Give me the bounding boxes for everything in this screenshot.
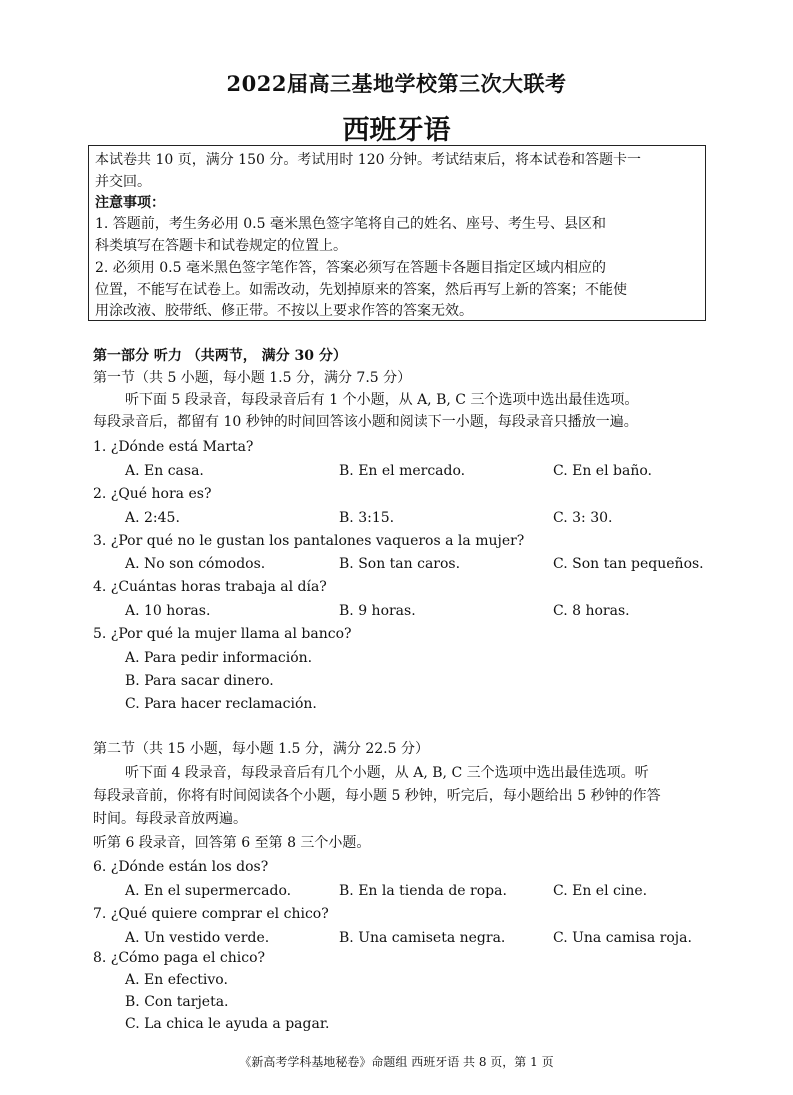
section1-instruction-1: 听下面 5 段录音，每段录音后有 1 个小题，从 A, B, C 三个选项中选出最佳选项。 (125, 392, 639, 408)
question-7-option-b: B. Una camiseta negra. (339, 930, 506, 946)
question-7-option-c: C. Una camisa roja. (553, 930, 692, 946)
question-8-option-c: C. La chica le ayuda a pagar. (125, 1016, 330, 1032)
question-6-option-b: B. En la tienda de ropa. (339, 883, 507, 899)
exam-title: 2022届高三基地学校第三次大联考 (226, 71, 567, 96)
question-1-option-a: A. En casa. (125, 463, 204, 479)
question-3-option-c: C. Son tan pequeños. (553, 556, 704, 572)
question-7: 7. ¿Qué quiere comprar el chico? (93, 906, 329, 922)
section2-instruction-2: 每段录音前，你将有时间阅读各个小题，每小题 5 秒钟，听完后，每小题给出 5 秒钟的作答 (93, 788, 661, 804)
section2-instruction-1: 听下面 4 段录音，每段录音后有几个小题，从 A, B, C 三个选项中选出最佳选项。听 (125, 765, 649, 781)
notice-heading: 注意事项： (95, 195, 165, 211)
section2-heading: 第二节（共 15 小题，每小题 1.5 分，满分 22.5 分） (93, 741, 429, 757)
question-5-option-b: B. Para sacar dinero. (125, 673, 274, 689)
notice-line-2: 并交回。 (95, 174, 151, 190)
question-5-option-a: A. Para pedir información. (125, 650, 313, 666)
question-6-option-a: A. En el supermercado. (125, 883, 292, 899)
page-footer: 《新高考学科基地秘卷》命题组 西班牙语 共 8 页，第 1 页 (239, 1055, 554, 1069)
notice-item-1b: 科类填写在答题卡和试卷规定的位置上。 (95, 238, 347, 254)
question-4-option-a: A. 10 horas. (125, 603, 211, 619)
section1-heading: 第一节（共 5 小题，每小题 1.5 分，满分 7.5 分） (93, 370, 412, 386)
question-6: 6. ¿Dónde están los dos? (93, 859, 269, 875)
question-1-option-b: B. En el mercado. (339, 463, 466, 479)
notice-box (88, 145, 706, 321)
question-4-option-b: B. 9 horas. (339, 603, 416, 619)
question-5-option-c: C. Para hacer reclamación. (125, 696, 317, 712)
question-1-option-c: C. En el baño. (553, 463, 652, 479)
question-2: 2. ¿Qué hora es? (93, 486, 212, 502)
question-3-option-b: B. Son tan caros. (339, 556, 461, 572)
question-8-option-a: A. En efectivo. (125, 972, 228, 988)
question-7-option-a: A. Un vestido verde. (125, 930, 270, 946)
section2-instruction-3: 时间。每段录音放两遍。 (93, 811, 247, 827)
question-3-option-a: A. No son cómodos. (125, 556, 266, 572)
audio-6-instruction: 听第 6 段录音，回答第 6 至第 8 三个小题。 (93, 835, 371, 851)
question-3: 3. ¿Por qué no le gustan los pantalones vaqueros a la mujer? (93, 533, 525, 549)
notice-item-2c: 用涂改液、胶带纸、修正带。不按以上要求作答的答案无效。 (95, 303, 473, 319)
question-6-option-c: C. En el cine. (553, 883, 648, 899)
question-8: 8. ¿Cómo paga el chico? (93, 950, 265, 966)
subject-title: 西班牙语 (342, 115, 451, 146)
question-5: 5. ¿Por qué la mujer llama al banco? (93, 626, 352, 642)
question-2-option-a: A. 2:45. (125, 510, 180, 526)
notice-line-1: 本试卷共 10 页，满分 150 分。考试用时 120 分钟。考试结束后，将本试卷和答题卡一 (95, 152, 641, 168)
question-4: 4. ¿Cuántas horas trabaja al día? (93, 579, 327, 595)
notice-item-2a: 2. 必须用 0.5 毫米黑色签字笔作答，答案必须写在答题卡各题目指定区域内相应的 (95, 260, 606, 276)
question-8-option-b: B. Con tarjeta. (125, 994, 229, 1010)
notice-item-1a: 1. 答题前，考生务必用 0.5 毫米黑色签字笔将自己的姓名、座号、考生号、县区和 (95, 216, 606, 232)
question-2-option-c: C. 3: 30. (553, 510, 613, 526)
section1-instruction-2: 每段录音后，都留有 10 秒钟的时间回答该小题和阅读下一小题，每段录音只播放一遍。 (93, 414, 638, 430)
question-4-option-c: C. 8 horas. (553, 603, 630, 619)
notice-item-2b: 位置，不能写在试卷上。如需改动，先划掉原来的答案，然后再写上新的答案；不能使 (95, 282, 627, 298)
question-1: 1. ¿Dónde está Marta? (93, 439, 254, 455)
part1-heading: 第一部分 听力 （共两节， 满分 30 分） (93, 348, 347, 364)
question-2-option-b: B. 3:15. (339, 510, 395, 526)
